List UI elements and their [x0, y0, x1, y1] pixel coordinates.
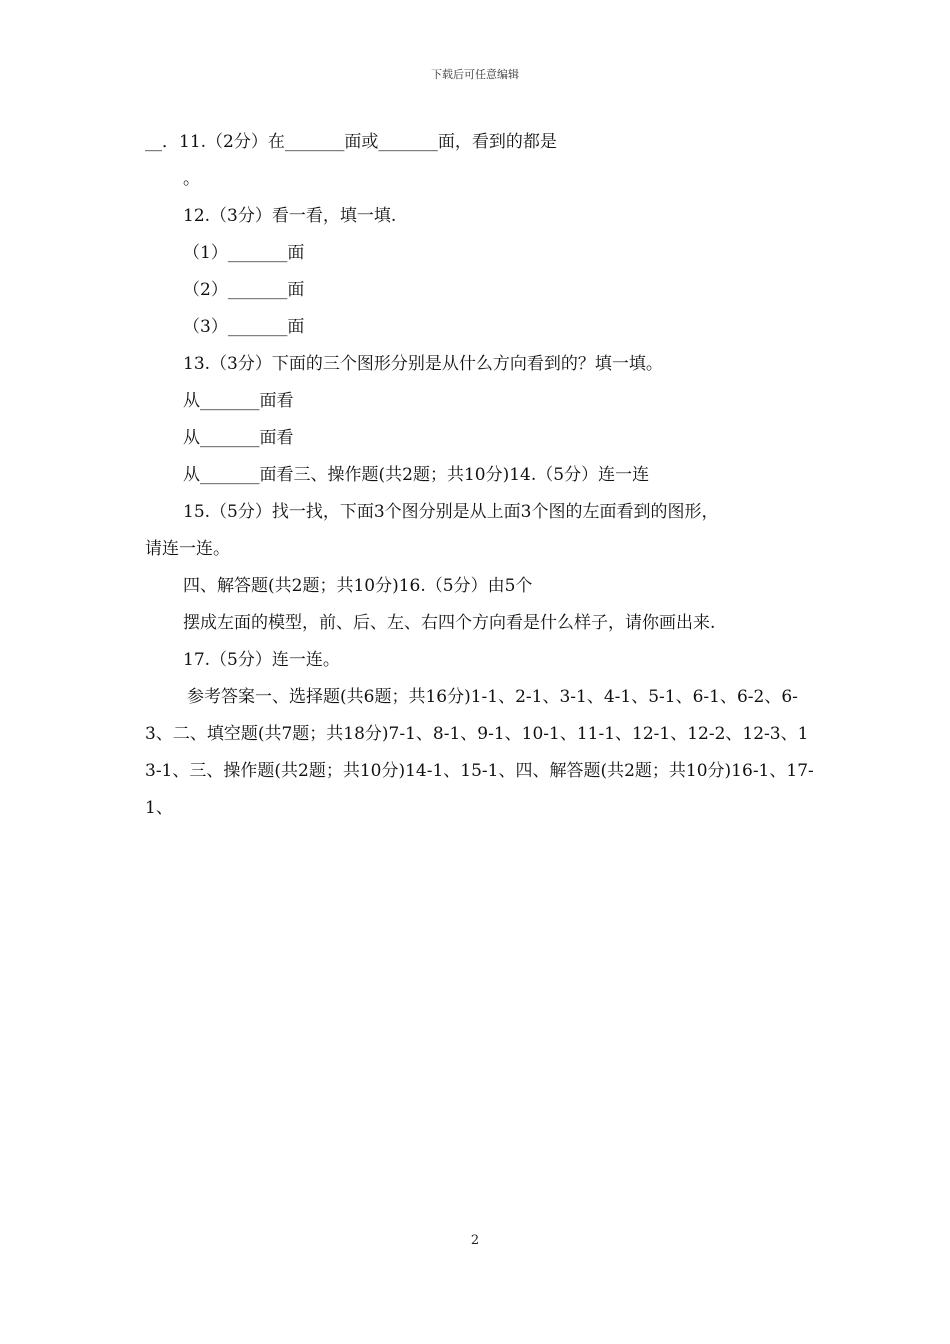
question-11-line: __．11.（2分）在_______面或_______面，看到的都是	[145, 132, 557, 152]
page-number: 2	[470, 1233, 480, 1248]
page-header: 下载后可任意编辑	[431, 68, 519, 81]
question-12-part-2: （2）_______面	[183, 280, 305, 300]
question-13-title: 13.（3分）下面的三个图形分别是从什么方向看到的？填一填。	[183, 354, 663, 374]
question-17-title: 17.（5分）连一连。	[183, 650, 340, 670]
question-15-continuation: 请连一连。	[145, 539, 230, 559]
question-12-part-1: （1）_______面	[183, 243, 305, 263]
question-13-part-1: 从_______面看	[183, 391, 294, 411]
question-16-continuation: 摆成左面的模型，前、后、左、右四个方向看是什么样子，请你画出来.	[183, 613, 716, 633]
answer-key-paragraph: 参考答案一、选择题(共6题；共16分)1-1、2-1、3-1、4-1、5-1、6-1、6-2、6-3、二、填空题(共7题；共18分)7-1、8-1、9-1、10-1、11-1、12-1、12-2、12-3、13-1、三、操作题(共2题；共10分)14-1、15-1、四、解答题(共2题；共10分)16-1、17-1、	[145, 687, 814, 818]
question-11-continuation: 。	[183, 169, 200, 189]
question-15-title: 15.（5分）找一找，下面3个图分别是从上面3个图的左面看到的图形，	[183, 502, 719, 522]
question-13-part-2: 从_______面看	[183, 428, 294, 448]
question-13-part-3-and-section-3: 从_______面看三、操作题(共2题；共10分)14.（5分）连一连	[183, 465, 650, 485]
section-4-question-16: 四、解答题(共2题；共10分)16.（5分）由5个	[183, 576, 533, 596]
question-12-part-3: （3）_______面	[183, 317, 305, 337]
document-body	[145, 124, 815, 827]
question-12-title: 12.（3分）看一看，填一填.	[183, 206, 397, 226]
